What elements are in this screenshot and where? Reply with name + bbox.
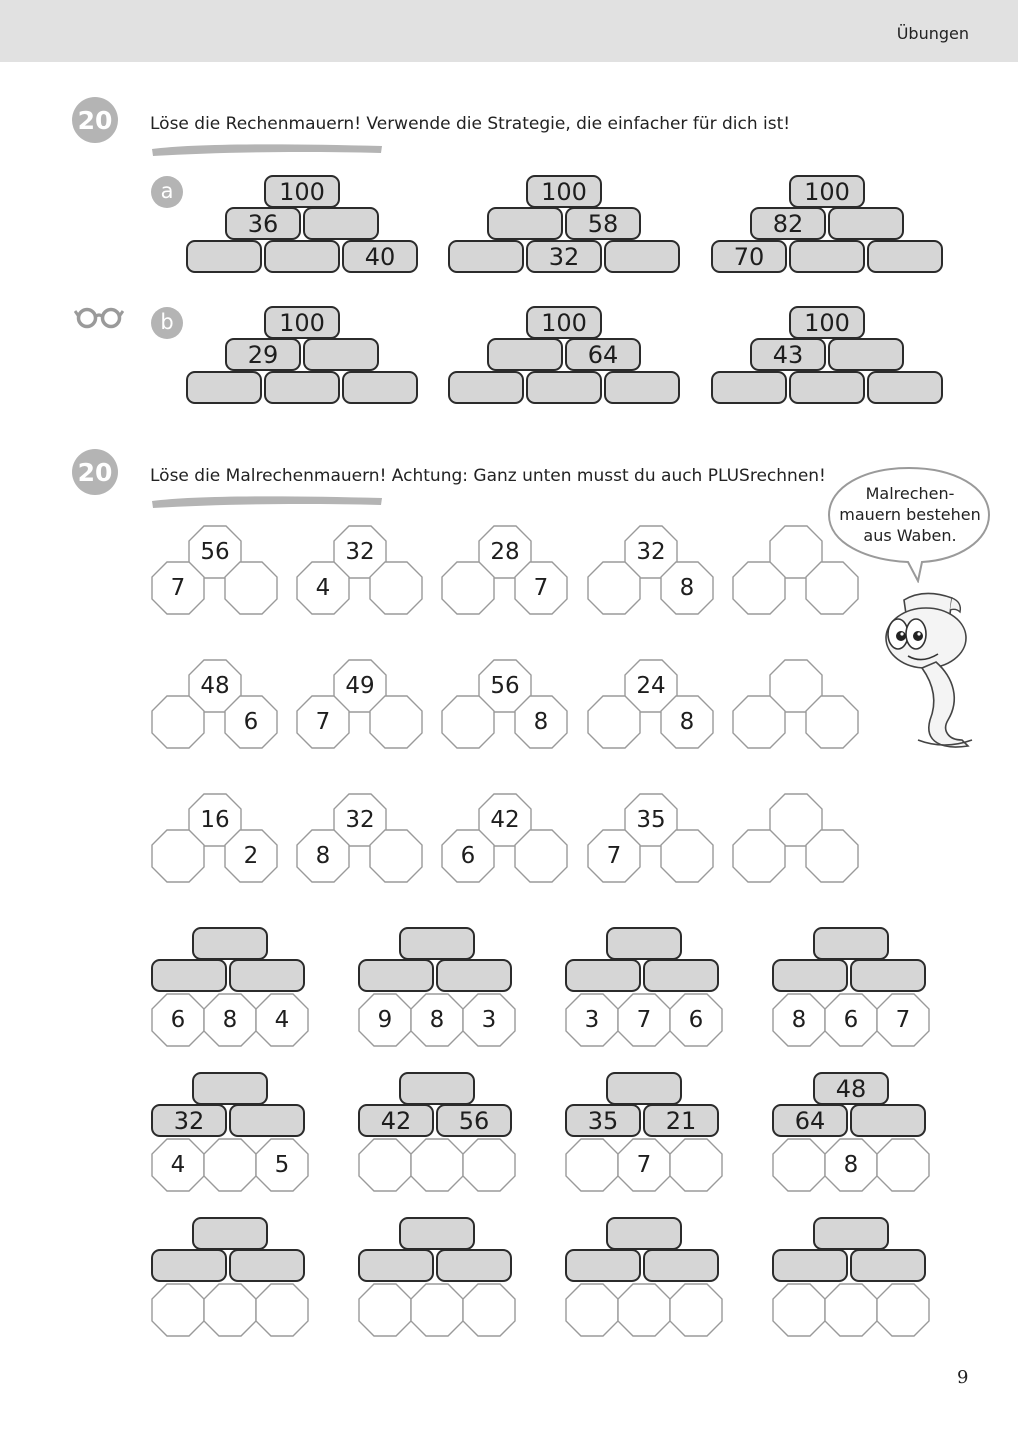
wall-bottom-brick[interactable] xyxy=(342,371,418,404)
comb-left-cell[interactable] xyxy=(587,561,641,615)
mixed-wall-top-brick[interactable] xyxy=(399,1072,475,1105)
wall-bottom-brick[interactable] xyxy=(264,371,340,404)
task-instruction: Löse die Rechenmauern! Verwende die Strategie, die einfacher für dich ist! xyxy=(150,114,791,134)
comb-cell-value: 6 xyxy=(843,1007,859,1033)
wall-bottom-brick[interactable] xyxy=(604,371,680,404)
comb-cell-value: 6 xyxy=(688,1007,704,1033)
mixed-wall-hex-cell[interactable] xyxy=(669,1138,723,1192)
wall-top-brick: 100 xyxy=(526,306,602,339)
wall-bottom-brick[interactable] xyxy=(186,240,262,273)
wall-middle-brick[interactable] xyxy=(487,338,563,371)
mixed-wall-middle-brick: 56 xyxy=(436,1104,512,1137)
mixed-wall-middle-brick[interactable] xyxy=(850,1104,926,1137)
wall-middle-brick[interactable] xyxy=(303,338,379,371)
comb-left-cell[interactable] xyxy=(587,695,641,749)
mixed-wall-top-brick[interactable] xyxy=(813,1217,889,1250)
comb-cell-value: 35 xyxy=(636,807,666,833)
mixed-wall-middle-brick[interactable] xyxy=(850,1249,926,1282)
comb-cell-value: 8 xyxy=(679,709,695,735)
mixed-wall-hex-cell[interactable] xyxy=(824,1283,878,1337)
comb-right-cell[interactable] xyxy=(805,695,859,749)
mixed-wall-middle-brick[interactable] xyxy=(358,1249,434,1282)
mixed-wall-middle-brick[interactable] xyxy=(358,959,434,992)
wall-top-brick: 100 xyxy=(264,306,340,339)
wall-middle-brick[interactable] xyxy=(487,207,563,240)
comb-cell-value: 5 xyxy=(274,1152,290,1178)
comb-cell-value: 8 xyxy=(843,1152,859,1178)
page-number: 9 xyxy=(957,1367,969,1388)
mixed-wall-top-brick[interactable] xyxy=(192,1072,268,1105)
comb-cell-value: 7 xyxy=(636,1007,652,1033)
mixed-wall-top-brick: 48 xyxy=(813,1072,889,1105)
mixed-wall-middle-brick[interactable] xyxy=(643,1249,719,1282)
wall-middle-brick[interactable] xyxy=(828,338,904,371)
comb-left-cell[interactable] xyxy=(151,829,205,883)
task-number-badge: 20 xyxy=(72,97,118,143)
comb-cell-value: 56 xyxy=(200,539,230,565)
task-number-badge-2: 20 xyxy=(72,449,118,495)
mixed-wall-hex-cell[interactable] xyxy=(151,1283,205,1337)
mixed-wall-top-brick[interactable] xyxy=(606,1072,682,1105)
mixed-wall-middle-brick: 32 xyxy=(151,1104,227,1137)
brush-underline-2 xyxy=(150,492,384,510)
wall-bottom-brick[interactable] xyxy=(789,371,865,404)
mixed-wall-hex-cell[interactable] xyxy=(876,1283,930,1337)
mixed-wall-hex-cell[interactable] xyxy=(203,1138,257,1192)
mixed-wall-middle-brick[interactable] xyxy=(229,1104,305,1137)
comb-cell-value: 16 xyxy=(200,807,230,833)
mixed-wall-middle-brick: 42 xyxy=(358,1104,434,1137)
comb-right-cell[interactable] xyxy=(369,695,423,749)
comb-right-cell[interactable] xyxy=(805,829,859,883)
comb-cell-value: 32 xyxy=(636,539,666,565)
comb-left-cell[interactable] xyxy=(151,695,205,749)
comb-cell-value: 7 xyxy=(170,575,186,601)
mixed-wall-hex-cell[interactable] xyxy=(565,1138,619,1192)
mixed-wall-top-brick[interactable] xyxy=(192,927,268,960)
wall-bottom-brick[interactable] xyxy=(264,240,340,273)
wall-bottom-brick[interactable] xyxy=(448,240,524,273)
mixed-wall-top-brick[interactable] xyxy=(192,1217,268,1250)
wall-bottom-brick[interactable] xyxy=(604,240,680,273)
mixed-wall-hex-cell[interactable] xyxy=(410,1138,464,1192)
glasses-icon xyxy=(74,307,124,329)
wall-bottom-brick[interactable] xyxy=(186,371,262,404)
wall-middle-brick: 43 xyxy=(750,338,826,371)
mixed-wall-hex-cell[interactable] xyxy=(203,1283,257,1337)
speech-line: Malrechen- xyxy=(865,484,955,503)
comb-cell-value: 7 xyxy=(533,575,549,601)
mixed-wall-middle-brick[interactable] xyxy=(436,1249,512,1282)
part-a-badge: a xyxy=(151,176,183,208)
comb-cell-value: 3 xyxy=(481,1007,497,1033)
mixed-wall-middle-brick[interactable] xyxy=(151,959,227,992)
comb-cell-value: 56 xyxy=(490,673,520,699)
wall-bottom-brick[interactable] xyxy=(526,371,602,404)
comb-cell-value: 8 xyxy=(222,1007,238,1033)
comb-cell-value: 3 xyxy=(584,1007,600,1033)
comb-right-cell[interactable] xyxy=(805,561,859,615)
mixed-wall-hex-cell[interactable] xyxy=(565,1283,619,1337)
mixed-wall-hex-cell[interactable] xyxy=(669,1283,723,1337)
section-label: Übungen xyxy=(896,24,969,43)
mixed-wall-middle-brick[interactable] xyxy=(565,959,641,992)
speech-line: aus Waben. xyxy=(863,526,957,545)
comb-right-cell[interactable] xyxy=(369,829,423,883)
mixed-wall-middle-brick[interactable] xyxy=(229,1249,305,1282)
mixed-wall-middle-brick: 35 xyxy=(565,1104,641,1137)
comb-cell-value: 8 xyxy=(679,575,695,601)
brush-underline xyxy=(150,140,384,158)
comb-right-cell[interactable] xyxy=(224,561,278,615)
comb-cell-value: 8 xyxy=(315,843,331,869)
comb-cell-value: 6 xyxy=(170,1007,186,1033)
mixed-wall-top-brick[interactable] xyxy=(606,927,682,960)
comb-cell-value: 8 xyxy=(429,1007,445,1033)
comb-cell-value: 32 xyxy=(345,807,375,833)
comb-cell-value: 8 xyxy=(791,1007,807,1033)
comb-cell-value: 7 xyxy=(895,1007,911,1033)
wall-top-brick: 100 xyxy=(264,175,340,208)
comb-cell-value: 32 xyxy=(345,539,375,565)
mixed-wall-hex-cell[interactable] xyxy=(255,1283,309,1337)
comb-cell-value: 7 xyxy=(315,709,331,735)
mixed-wall-middle-brick[interactable] xyxy=(772,959,848,992)
comb-cell-value: 4 xyxy=(170,1152,186,1178)
comb-cell-value: 6 xyxy=(243,709,259,735)
task-instruction-2: Löse die Malrechenmauern! Achtung: Ganz unten musst du auch PLUSrechnen! xyxy=(150,466,826,486)
comb-right-cell[interactable] xyxy=(514,829,568,883)
wall-bottom-brick[interactable] xyxy=(867,371,943,404)
comb-cell-value: 4 xyxy=(315,575,331,601)
comb-cell-value: 42 xyxy=(490,807,520,833)
page-header-bar xyxy=(0,0,1018,62)
wall-bottom-brick: 32 xyxy=(526,240,602,273)
mixed-wall-middle-brick: 64 xyxy=(772,1104,848,1137)
mixed-wall-middle-brick[interactable] xyxy=(643,959,719,992)
speech-bubble-text xyxy=(830,483,990,546)
comb-cell-value: 49 xyxy=(345,673,375,699)
mixed-wall-top-brick[interactable] xyxy=(399,1217,475,1250)
mixed-wall-middle-brick[interactable] xyxy=(151,1249,227,1282)
worm-mascot-illustration xyxy=(878,590,978,752)
wall-top-brick: 100 xyxy=(526,175,602,208)
mixed-wall-hex-cell[interactable] xyxy=(772,1283,826,1337)
comb-cell-value: 48 xyxy=(200,673,230,699)
speech-line: mauern bestehen xyxy=(839,505,981,524)
wall-middle-brick[interactable] xyxy=(303,207,379,240)
wall-top-brick: 100 xyxy=(789,306,865,339)
mixed-wall-hex-cell[interactable] xyxy=(617,1283,671,1337)
wall-top-brick: 100 xyxy=(789,175,865,208)
mixed-wall-middle-brick[interactable] xyxy=(772,1249,848,1282)
wall-middle-brick[interactable] xyxy=(828,207,904,240)
comb-left-cell[interactable] xyxy=(441,695,495,749)
mixed-wall-top-brick[interactable] xyxy=(606,1217,682,1250)
mixed-wall-hex-cell[interactable] xyxy=(772,1138,826,1192)
comb-cell-value: 2 xyxy=(243,843,259,869)
comb-cell-value: 7 xyxy=(636,1152,652,1178)
comb-cell-value: 24 xyxy=(636,673,666,699)
mixed-wall-middle-brick[interactable] xyxy=(436,959,512,992)
mixed-wall-hex-cell[interactable] xyxy=(462,1283,516,1337)
mixed-wall-hex-cell[interactable] xyxy=(358,1138,412,1192)
mixed-wall-hex-cell[interactable] xyxy=(410,1283,464,1337)
mixed-wall-middle-brick[interactable] xyxy=(850,959,926,992)
wall-middle-brick: 36 xyxy=(225,207,301,240)
wall-middle-brick: 64 xyxy=(565,338,641,371)
comb-cell-value: 28 xyxy=(490,539,520,565)
mixed-wall-middle-brick[interactable] xyxy=(229,959,305,992)
comb-cell-value: 4 xyxy=(274,1007,290,1033)
comb-left-cell[interactable] xyxy=(732,695,786,749)
mixed-wall-top-brick[interactable] xyxy=(813,927,889,960)
comb-cell-value: 7 xyxy=(606,843,622,869)
wall-bottom-brick[interactable] xyxy=(711,371,787,404)
mixed-wall-hex-cell[interactable] xyxy=(876,1138,930,1192)
mixed-wall-middle-brick: 21 xyxy=(643,1104,719,1137)
part-b-badge: b xyxy=(151,307,183,339)
wall-bottom-brick: 40 xyxy=(342,240,418,273)
comb-left-cell[interactable] xyxy=(732,829,786,883)
comb-left-cell[interactable] xyxy=(732,561,786,615)
comb-cell-value: 6 xyxy=(460,843,476,869)
wall-middle-brick: 29 xyxy=(225,338,301,371)
comb-cell-value: 9 xyxy=(377,1007,393,1033)
wall-middle-brick: 58 xyxy=(565,207,641,240)
wall-bottom-brick[interactable] xyxy=(789,240,865,273)
comb-right-cell[interactable] xyxy=(660,829,714,883)
wall-middle-brick: 82 xyxy=(750,207,826,240)
mixed-wall-top-brick[interactable] xyxy=(399,927,475,960)
mixed-wall-middle-brick[interactable] xyxy=(565,1249,641,1282)
wall-bottom-brick[interactable] xyxy=(448,371,524,404)
comb-cell-value: 8 xyxy=(533,709,549,735)
wall-bottom-brick: 70 xyxy=(711,240,787,273)
wall-bottom-brick[interactable] xyxy=(867,240,943,273)
comb-right-cell[interactable] xyxy=(369,561,423,615)
mixed-wall-hex-cell[interactable] xyxy=(462,1138,516,1192)
comb-left-cell[interactable] xyxy=(441,561,495,615)
mixed-wall-hex-cell[interactable] xyxy=(358,1283,412,1337)
